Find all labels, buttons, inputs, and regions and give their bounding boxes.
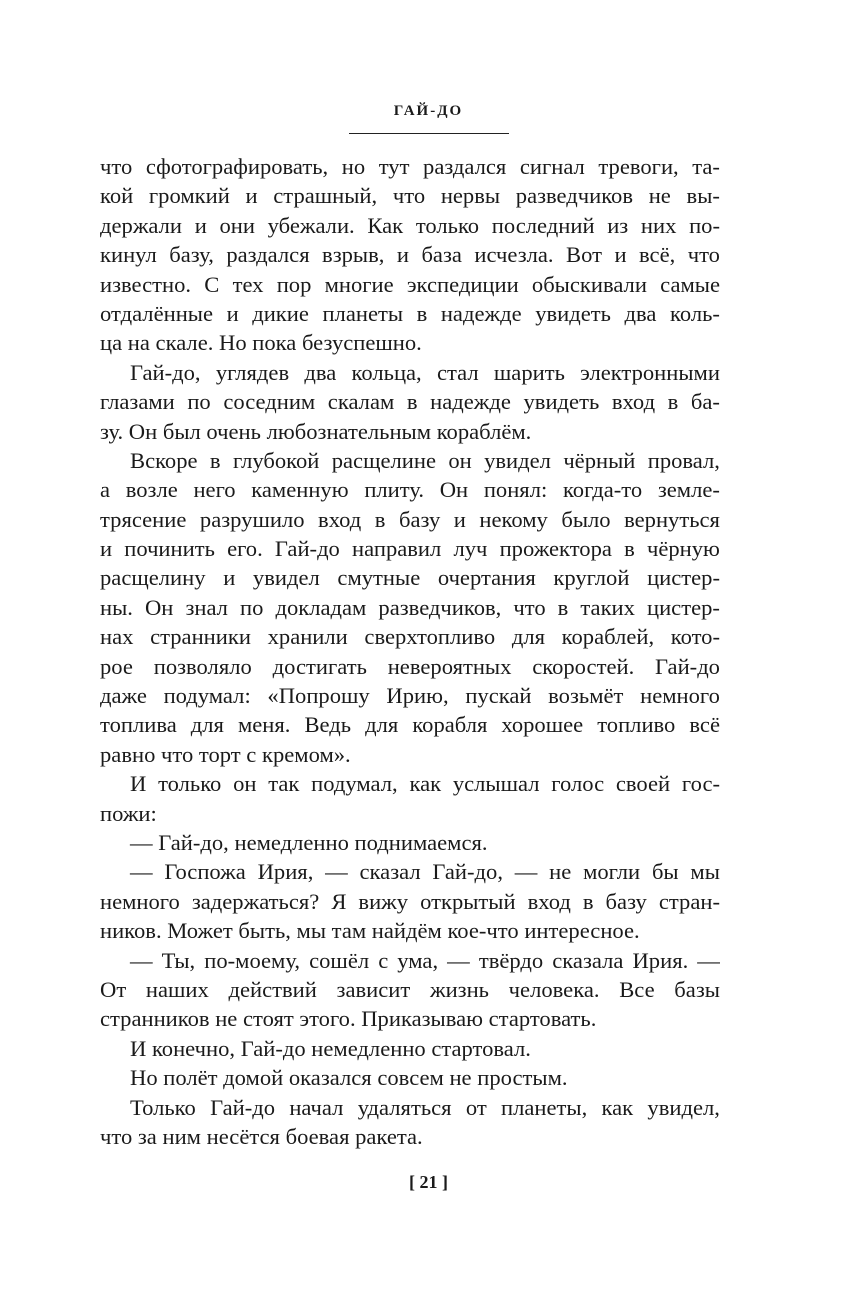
word: каменную bbox=[251, 477, 349, 503]
word: даже bbox=[100, 683, 147, 709]
word: «Попрошу bbox=[267, 683, 370, 709]
word: из bbox=[607, 212, 629, 238]
word: зависит bbox=[336, 976, 411, 1002]
text-line: ца на скале. Но пока безуспешно. bbox=[100, 330, 422, 356]
word: Вскоре bbox=[130, 447, 198, 473]
word: для bbox=[190, 712, 224, 738]
word: от bbox=[465, 1094, 487, 1120]
word: в bbox=[374, 506, 386, 532]
text-line bbox=[100, 505, 720, 534]
word: Гай-до bbox=[274, 536, 340, 562]
word: с bbox=[378, 947, 389, 973]
word: возьмёт bbox=[548, 683, 624, 709]
word: для bbox=[365, 712, 399, 738]
word: расщелине bbox=[331, 447, 436, 473]
word: соседним bbox=[223, 389, 316, 415]
word: удаляться bbox=[357, 1094, 452, 1120]
word: кото- bbox=[670, 624, 720, 650]
word: невероятных bbox=[387, 653, 512, 679]
text-line bbox=[100, 270, 720, 299]
word: та- bbox=[692, 154, 720, 179]
word: тут bbox=[378, 154, 410, 179]
word: последний bbox=[491, 212, 595, 238]
text-line: И конечно, Гай-до немедленно стартовал. bbox=[130, 1035, 531, 1061]
word: электронными bbox=[580, 359, 720, 385]
word: некому bbox=[479, 506, 548, 532]
word: гос- bbox=[681, 771, 720, 797]
word: услышал bbox=[452, 771, 540, 797]
word: хорошее bbox=[501, 712, 584, 738]
word: действий bbox=[228, 976, 317, 1002]
text-line bbox=[100, 299, 720, 328]
word: в bbox=[624, 536, 635, 562]
header-rule bbox=[349, 133, 509, 134]
word: корабля bbox=[412, 712, 488, 738]
word: а bbox=[100, 477, 111, 503]
word: человека. bbox=[508, 976, 600, 1002]
word: что bbox=[513, 594, 546, 620]
page-number: [ 21 ] bbox=[409, 1172, 448, 1192]
word: в bbox=[209, 447, 221, 473]
word: стран- bbox=[658, 888, 720, 914]
word: и bbox=[194, 212, 207, 238]
word: починить bbox=[124, 536, 215, 562]
word: самые bbox=[660, 271, 720, 297]
word: Ирия. bbox=[632, 947, 689, 973]
text-line bbox=[100, 769, 720, 798]
word: было bbox=[561, 506, 611, 532]
word: докладам bbox=[275, 594, 367, 620]
word: пускай bbox=[465, 683, 532, 709]
word: могли bbox=[583, 859, 641, 885]
text-line bbox=[100, 887, 720, 916]
word: — bbox=[130, 859, 153, 885]
word: не bbox=[648, 183, 671, 209]
word: чёрный bbox=[563, 447, 636, 473]
word: Ирия, bbox=[257, 859, 314, 885]
text-line bbox=[100, 946, 720, 975]
word: позволяло bbox=[153, 653, 252, 679]
text-line: зу. Он был очень любознательным кораблём. bbox=[100, 418, 532, 444]
text-line bbox=[100, 534, 720, 563]
word: многие bbox=[324, 271, 394, 297]
word: подумал: bbox=[163, 683, 251, 709]
word: достигать bbox=[272, 653, 367, 679]
word: и bbox=[245, 183, 258, 209]
word: топливо bbox=[597, 712, 676, 738]
word: увидеть bbox=[523, 389, 600, 415]
word: по- bbox=[689, 212, 720, 238]
word: вы- bbox=[686, 183, 720, 209]
text-line bbox=[100, 152, 720, 181]
word: вернуться bbox=[624, 506, 720, 532]
word: убежали. bbox=[267, 212, 355, 238]
word: земле- bbox=[657, 477, 720, 503]
word: прожектора bbox=[499, 536, 612, 562]
word: сфотографировать, bbox=[145, 154, 329, 179]
text-line: Но полёт домой оказался совсем не простым. bbox=[130, 1065, 568, 1091]
word: Ведь bbox=[304, 712, 352, 738]
word: луч bbox=[453, 536, 488, 562]
word: что bbox=[100, 154, 133, 179]
word: них bbox=[640, 212, 677, 238]
text-line bbox=[100, 563, 720, 592]
text-line: странников не стоят этого. Приказываю стартовать. bbox=[100, 1006, 597, 1032]
word: они bbox=[219, 212, 255, 238]
word: исчезла. bbox=[474, 242, 554, 268]
word: ума, bbox=[397, 947, 439, 973]
word: сигнал bbox=[519, 154, 585, 179]
word: только bbox=[158, 771, 222, 797]
word: кой bbox=[100, 183, 134, 209]
word: — bbox=[325, 859, 348, 885]
word: глубокой bbox=[232, 447, 320, 473]
word: два bbox=[624, 300, 657, 326]
word: — bbox=[130, 947, 153, 973]
word: Гай-до, bbox=[130, 359, 201, 385]
word: странники bbox=[150, 624, 251, 650]
word: увидеть bbox=[535, 300, 611, 326]
text-line: ников. Может быть, мы там найдём кое-что интересное. bbox=[100, 918, 640, 944]
word: нах bbox=[100, 624, 134, 650]
word: два bbox=[304, 359, 337, 385]
word: в bbox=[667, 389, 679, 415]
word: мы bbox=[690, 859, 720, 885]
word: цистер- bbox=[647, 565, 720, 591]
word: в bbox=[406, 389, 418, 415]
word: плиту. bbox=[364, 477, 425, 503]
word: страшный, bbox=[273, 183, 378, 209]
word: наших bbox=[145, 976, 209, 1002]
word: и bbox=[453, 506, 466, 532]
text-line bbox=[100, 593, 720, 622]
word: Только bbox=[130, 1094, 196, 1120]
word: стал bbox=[436, 359, 479, 385]
word: базу bbox=[605, 888, 647, 914]
word: чёрную bbox=[646, 536, 720, 562]
word: сказал bbox=[359, 859, 421, 885]
word: отдалённые bbox=[100, 300, 213, 326]
word: надежде bbox=[440, 300, 522, 326]
word: сверхтопливо bbox=[364, 624, 496, 650]
word: база bbox=[421, 242, 462, 268]
word: в bbox=[416, 300, 428, 326]
text-line bbox=[100, 475, 720, 504]
word: и bbox=[396, 242, 409, 268]
word: так bbox=[268, 771, 300, 797]
word: Ирию, bbox=[386, 683, 449, 709]
word: ны. bbox=[100, 594, 133, 620]
word: громкий bbox=[148, 183, 230, 209]
word: хранили bbox=[267, 624, 348, 650]
word: вход bbox=[611, 389, 656, 415]
word: планеты, bbox=[501, 1094, 588, 1120]
word: раздался bbox=[226, 242, 310, 268]
word: Гай-до, bbox=[432, 859, 503, 885]
word: и bbox=[100, 536, 113, 562]
word: что bbox=[687, 242, 720, 268]
word: открытый bbox=[420, 888, 516, 914]
word: что bbox=[392, 183, 426, 209]
word: Он bbox=[144, 594, 174, 620]
text-line bbox=[100, 1093, 720, 1122]
word: кольца, bbox=[351, 359, 422, 385]
word: бы bbox=[651, 859, 679, 885]
text-line bbox=[100, 710, 720, 739]
word: своей bbox=[615, 771, 671, 797]
word: увидел bbox=[484, 447, 551, 473]
word: С bbox=[204, 271, 220, 297]
word: — bbox=[447, 947, 470, 973]
word: Я bbox=[331, 888, 347, 914]
word: и bbox=[614, 242, 627, 268]
word: сказала bbox=[552, 947, 624, 973]
word: Вот bbox=[566, 242, 602, 268]
word: начал bbox=[289, 1094, 344, 1120]
text-line bbox=[100, 446, 720, 475]
word: и bbox=[226, 300, 239, 326]
text-line bbox=[100, 622, 720, 651]
word: всё bbox=[689, 712, 720, 738]
word: в bbox=[557, 594, 569, 620]
word: когда-то bbox=[562, 477, 643, 503]
word: шарить bbox=[493, 359, 565, 385]
word: меня. bbox=[237, 712, 291, 738]
word: сошёл bbox=[309, 947, 370, 973]
word: ба- bbox=[690, 389, 720, 415]
word: разрушило bbox=[199, 506, 305, 532]
word: для bbox=[511, 624, 546, 650]
text-line: пожи: bbox=[100, 800, 157, 826]
text-line bbox=[100, 240, 720, 269]
word: вход bbox=[527, 888, 571, 914]
word: направил bbox=[352, 536, 442, 562]
text-line bbox=[100, 211, 720, 240]
word: пор bbox=[276, 271, 312, 297]
text-line bbox=[100, 652, 720, 681]
body-text bbox=[100, 152, 720, 1151]
word: очертания bbox=[437, 565, 536, 591]
word: жизнь bbox=[429, 976, 489, 1002]
word: вижу bbox=[358, 888, 409, 914]
word: Госпожа bbox=[164, 859, 246, 885]
word: Как bbox=[367, 212, 404, 238]
word: таких bbox=[580, 594, 635, 620]
word: трясение bbox=[100, 506, 187, 532]
word: От bbox=[100, 976, 127, 1002]
word: топлива bbox=[100, 712, 177, 738]
word: обыскивали bbox=[531, 271, 647, 297]
word: он bbox=[233, 771, 257, 797]
word: Все bbox=[619, 976, 655, 1002]
running-header-title: ГАЙ-ДО bbox=[393, 103, 464, 119]
word: базу bbox=[398, 506, 441, 532]
text-line: что за ним несётся боевая ракета. bbox=[100, 1123, 423, 1149]
word: скоростей. bbox=[532, 653, 635, 679]
word: — bbox=[514, 859, 538, 885]
running-header bbox=[0, 103, 857, 134]
word: не bbox=[549, 859, 572, 885]
word: раздался bbox=[423, 154, 507, 179]
word: углядев bbox=[215, 359, 290, 385]
word: возле bbox=[125, 477, 178, 503]
word: кораблей, bbox=[561, 624, 655, 650]
word: Ты, bbox=[161, 947, 196, 973]
word: увидел bbox=[252, 565, 320, 591]
word: коль- bbox=[669, 300, 720, 326]
word: расщелину bbox=[100, 565, 206, 591]
word: всё, bbox=[639, 242, 676, 268]
word: голос bbox=[551, 771, 605, 797]
word: — bbox=[697, 947, 720, 973]
word: но bbox=[341, 154, 366, 179]
word: как bbox=[409, 771, 442, 797]
word: Он bbox=[439, 477, 469, 503]
word: в bbox=[582, 888, 594, 914]
word: смутные bbox=[337, 565, 421, 591]
word: Гай-до bbox=[210, 1094, 276, 1120]
word: немного bbox=[640, 683, 720, 709]
word: держали bbox=[100, 212, 183, 238]
word: твёрдо bbox=[478, 947, 544, 973]
word: подумал, bbox=[311, 771, 398, 797]
word: круглой bbox=[553, 565, 630, 591]
text-line bbox=[100, 857, 720, 886]
word: экспедиции bbox=[406, 271, 519, 297]
word: известно. bbox=[100, 271, 192, 297]
word: глазами bbox=[100, 389, 175, 415]
word: базы bbox=[674, 976, 720, 1002]
word: он bbox=[448, 447, 472, 473]
word: кинул bbox=[100, 242, 157, 268]
text-line bbox=[100, 975, 720, 1004]
text-line: равно что торт с кремом». bbox=[100, 741, 351, 767]
word: надежде bbox=[430, 389, 511, 415]
word: знал bbox=[185, 594, 228, 620]
word: разведчиков, bbox=[378, 594, 502, 620]
text-line bbox=[100, 358, 720, 387]
word: цистер- bbox=[646, 594, 720, 620]
word: как bbox=[601, 1094, 634, 1120]
word: понял: bbox=[483, 477, 548, 503]
word: его. bbox=[227, 536, 263, 562]
word: по bbox=[240, 594, 264, 620]
word: И bbox=[130, 771, 147, 797]
word: по bbox=[187, 389, 211, 415]
word: скалам bbox=[327, 389, 395, 415]
word: только bbox=[415, 212, 480, 238]
word: рое bbox=[100, 653, 133, 679]
text-line bbox=[100, 181, 720, 210]
word: планеты bbox=[322, 300, 404, 326]
text-line bbox=[100, 681, 720, 710]
word: вход bbox=[318, 506, 362, 532]
word: и bbox=[223, 565, 236, 591]
word: тревоги, bbox=[598, 154, 679, 179]
word: дикие bbox=[252, 300, 309, 326]
word: немного bbox=[100, 888, 180, 914]
word: базу, bbox=[169, 242, 214, 268]
word: взрыв, bbox=[322, 242, 385, 268]
word: провал, bbox=[647, 447, 720, 473]
word: увидел, bbox=[647, 1094, 720, 1120]
word: Гай-до bbox=[655, 653, 720, 679]
text-line: — Гай-до, немедленно поднимаемся. bbox=[130, 829, 488, 855]
word: по-моему, bbox=[204, 947, 301, 973]
text-line bbox=[100, 387, 720, 416]
word: задержаться? bbox=[191, 888, 320, 914]
word: тех bbox=[232, 271, 264, 297]
word: него bbox=[193, 477, 236, 503]
word: нервы bbox=[440, 183, 501, 209]
word: разведчиков bbox=[515, 183, 634, 209]
